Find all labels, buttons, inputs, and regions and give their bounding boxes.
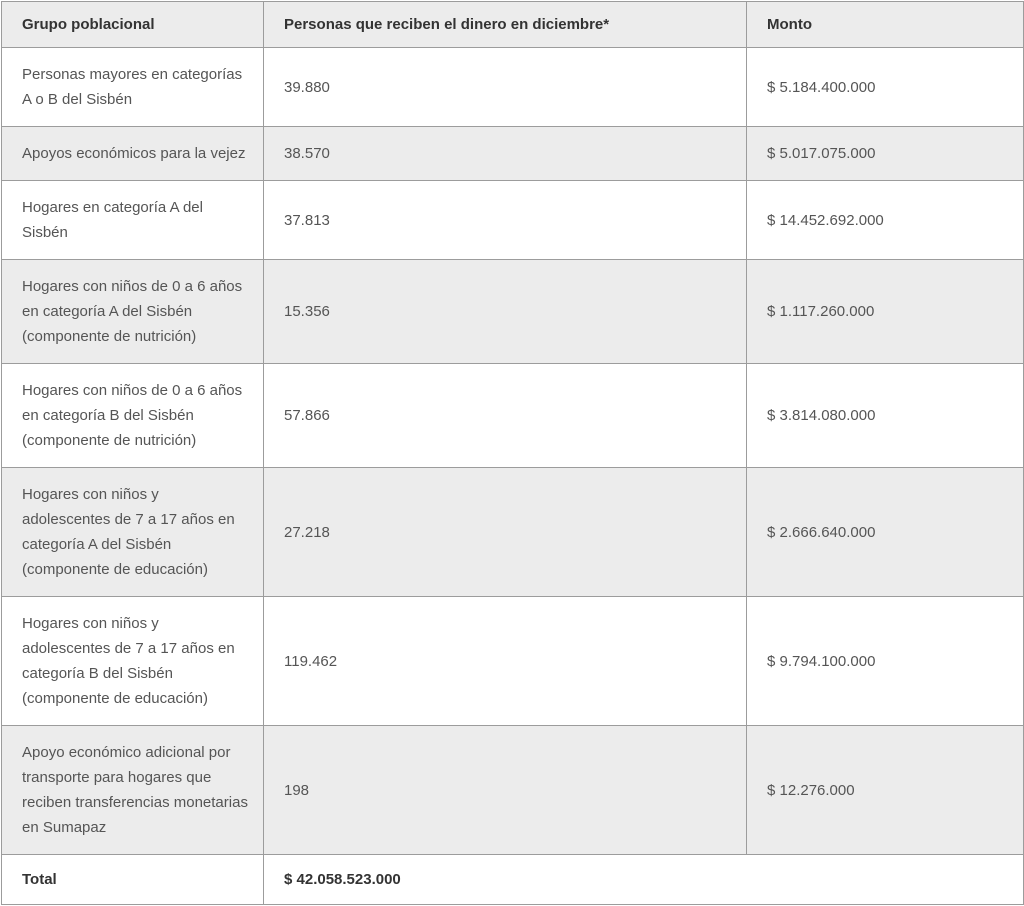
- people-cell: 119.462: [264, 597, 747, 726]
- table-row: [2, 127, 1024, 181]
- group-cell: Hogares con niños de 0 a 6 años en categoría A del Sisbén (componente de nutrición): [2, 260, 264, 364]
- total-amount-cell: $ 42.058.523.000: [264, 855, 1024, 905]
- amount-cell: $ 1.117.260.000: [747, 260, 1024, 364]
- people-cell: 198: [264, 726, 747, 855]
- people-cell: 39.880: [264, 48, 747, 127]
- column-header-monto: Monto: [747, 2, 1024, 48]
- people-cell: 15.356: [264, 260, 747, 364]
- group-cell: Apoyo económico adicional por transporte para hogares que reciben transferencias monetarias en Sumapaz: [2, 726, 264, 855]
- table-row: [2, 260, 1024, 364]
- table-row: [2, 726, 1024, 855]
- column-header-personas-diciembre: Personas que reciben el dinero en diciembre*: [264, 2, 747, 48]
- table-header-row: [2, 2, 1024, 48]
- table-row: [2, 597, 1024, 726]
- benefits-table: [1, 1, 1024, 905]
- group-cell: Hogares con niños de 0 a 6 años en categoría B del Sisbén (componente de nutrición): [2, 364, 264, 468]
- people-cell: 57.866: [264, 364, 747, 468]
- amount-cell: $ 5.017.075.000: [747, 127, 1024, 181]
- amount-cell: $ 3.814.080.000: [747, 364, 1024, 468]
- column-header-grupo-poblacional: Grupo poblacional: [2, 2, 264, 48]
- group-cell: Apoyos económicos para la vejez: [2, 127, 264, 181]
- table-row: [2, 181, 1024, 260]
- group-cell: Personas mayores en categorías A o B del Sisbén: [2, 48, 264, 127]
- total-label-cell: Total: [2, 855, 264, 905]
- amount-cell: $ 9.794.100.000: [747, 597, 1024, 726]
- table-row: [2, 468, 1024, 597]
- amount-cell: $ 2.666.640.000: [747, 468, 1024, 597]
- table-row: [2, 364, 1024, 468]
- group-cell: Hogares con niños y adolescentes de 7 a 17 años en categoría A del Sisbén (componente de educación): [2, 468, 264, 597]
- amount-cell: $ 12.276.000: [747, 726, 1024, 855]
- people-cell: 37.813: [264, 181, 747, 260]
- table-row: [2, 48, 1024, 127]
- amount-cell: $ 5.184.400.000: [747, 48, 1024, 127]
- people-cell: 38.570: [264, 127, 747, 181]
- group-cell: Hogares con niños y adolescentes de 7 a 17 años en categoría B del Sisbén (componente de educación): [2, 597, 264, 726]
- benefits-table-container: [1, 1, 1023, 905]
- amount-cell: $ 14.452.692.000: [747, 181, 1024, 260]
- group-cell: Hogares en categoría A del Sisbén: [2, 181, 264, 260]
- people-cell: 27.218: [264, 468, 747, 597]
- table-body: [2, 48, 1024, 855]
- table-total-row: [2, 855, 1024, 905]
